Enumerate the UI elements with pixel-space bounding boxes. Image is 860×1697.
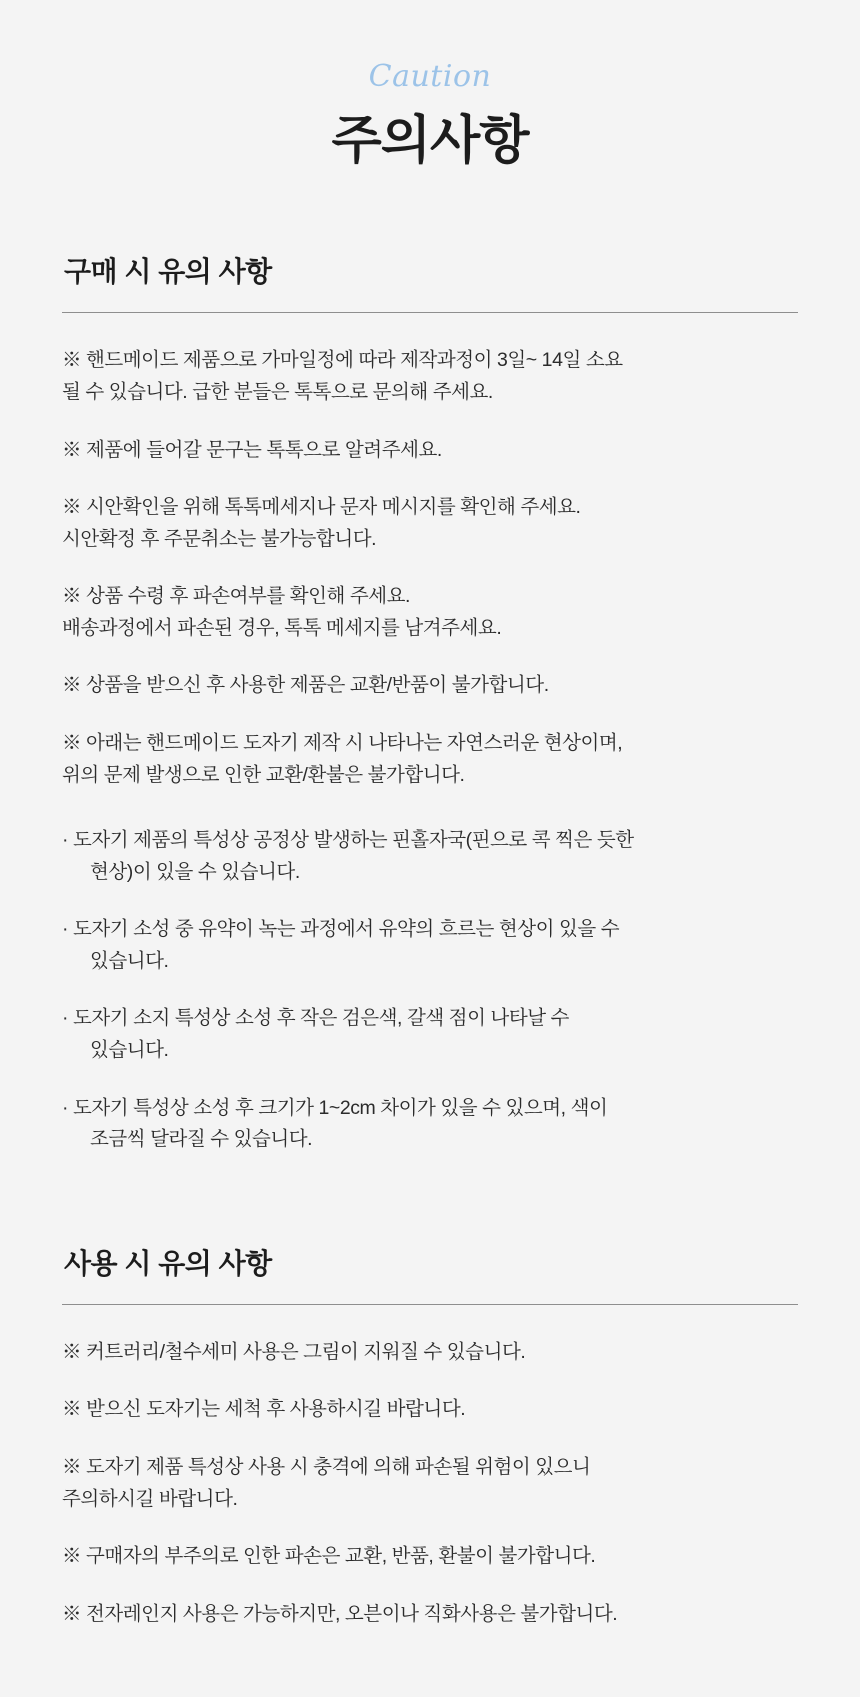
sub-note-line: · 도자기 특성상 소성 후 크기가 1~2cm 차이가 있을 수 있으며, 색이: [62, 1096, 608, 1119]
section-purchase-notes: [62, 250, 798, 1155]
note-line: 시안확정 후 주문취소는 불가능합니다.: [62, 527, 377, 550]
sub-note-item: [62, 1093, 798, 1156]
note-line: ※ 상품 수령 후 파손여부를 확인해 주세요.: [62, 585, 411, 608]
note-item: [62, 345, 798, 408]
note-item: [62, 1541, 798, 1573]
note-line: ※ 구매자의 부주의로 인한 파손은 교환, 반품, 환불이 불가합니다.: [62, 1545, 596, 1568]
note-item: [62, 1394, 798, 1426]
section-divider: [62, 312, 798, 313]
note-line: ※ 받으신 도자기는 세척 후 사용하시길 바랍니다.: [62, 1398, 466, 1421]
note-line: ※ 핸드메이드 제품으로 가마일정에 따라 제작과정이 3일~ 14일 소요: [62, 349, 623, 372]
sub-note-line: · 도자기 제품의 특성상 공정상 발생하는 핀홀자국(핀으로 콕 찍은 듯한: [62, 829, 634, 852]
note-item: [62, 1452, 798, 1515]
page-title: 주의사항: [331, 112, 529, 170]
sub-note-line: · 도자기 소성 중 유약이 녹는 과정에서 유약의 흐르는 현상이 있을 수: [62, 918, 620, 941]
note-item: [62, 670, 798, 702]
note-item: [62, 435, 798, 467]
note-line: ※ 시안확인을 위해 톡톡메세지나 문자 메시지를 확인해 주세요.: [62, 496, 581, 519]
section-title-purchase: 구매 시 유의 사항: [64, 256, 272, 288]
note-line: 위의 문제 발생으로 인한 교환/환불은 불가합니다.: [62, 763, 465, 786]
note-line: 될 수 있습니다. 급한 분들은 톡톡으로 문의해 주세요.: [62, 380, 493, 403]
note-line: ※ 도자기 제품 특성상 사용 시 충격에 의해 파손될 위험이 있으니: [62, 1455, 591, 1478]
sub-note-item: [62, 825, 798, 888]
sub-note-line: 현상)이 있을 수 있습니다.: [90, 860, 300, 883]
sub-note-line: 있습니다.: [90, 1039, 169, 1062]
note-item: [62, 1599, 798, 1631]
footer-spacer: [62, 1630, 798, 1670]
section-title-usage: 사용 시 유의 사항: [64, 1247, 272, 1279]
section-usage-notes: [62, 1242, 798, 1630]
sub-note-line: 조금씩 달라질 수 있습니다.: [90, 1128, 313, 1151]
script-title: Caution: [368, 59, 492, 94]
note-line: ※ 아래는 핸드메이드 도자기 제작 시 나타나는 자연스러운 현상이며,: [62, 732, 623, 755]
note-item: [62, 1337, 798, 1369]
note-line: ※ 제품에 들어갈 문구는 톡톡으로 알려주세요.: [62, 438, 442, 461]
sub-note-line: 있습니다.: [90, 949, 169, 972]
note-item: [62, 492, 798, 555]
note-item: [62, 728, 798, 791]
section-divider: [62, 1304, 798, 1305]
sub-note-item: [62, 1003, 798, 1066]
page-header: [62, 0, 798, 172]
sub-note-item: [62, 914, 798, 977]
note-line: ※ 전자레인지 사용은 가능하지만, 오븐이나 직화사용은 불가합니다.: [62, 1602, 618, 1625]
note-line: 주의하시길 바랍니다.: [62, 1487, 238, 1510]
note-line: 배송과정에서 파손된 경우, 톡톡 메세지를 남겨주세요.: [62, 616, 502, 639]
note-line: ※ 상품을 받으신 후 사용한 제품은 교환/반품이 불가합니다.: [62, 674, 549, 697]
sub-note-line: · 도자기 소지 특성상 소성 후 작은 검은색, 갈색 점이 나타날 수: [62, 1007, 569, 1030]
note-item: [62, 581, 798, 644]
note-line: ※ 커트러리/철수세미 사용은 그림이 지워질 수 있습니다.: [62, 1340, 526, 1363]
